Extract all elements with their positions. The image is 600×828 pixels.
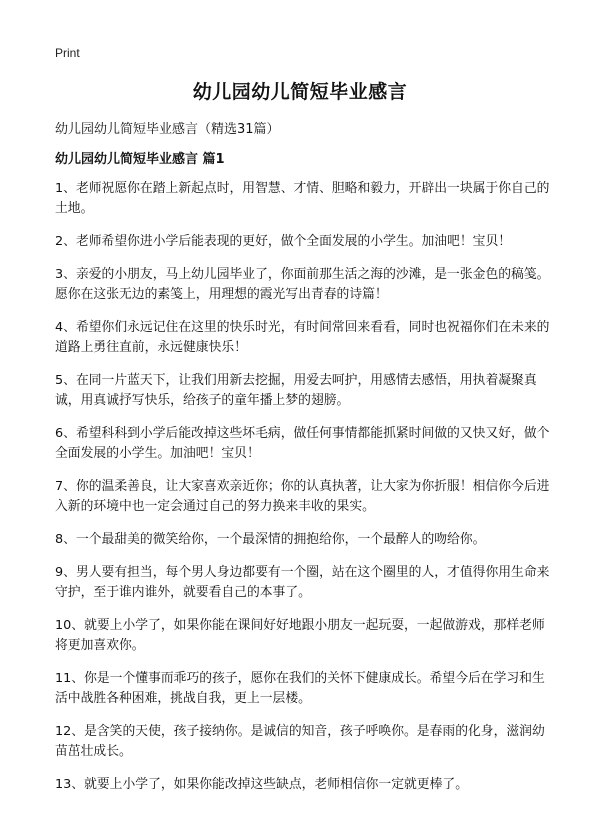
list-item: 1、老师祝愿你在踏上新起点时，用智慧、才情、胆略和毅力，开辟出一块属于你自己的 土地。 bbox=[55, 181, 550, 216]
print-link[interactable]: Print bbox=[55, 46, 80, 60]
list-item: 12、是含笑的天使，孩子接纳你。是诚信的知音，孩子呼唤你。是春雨的化身，滋润幼苗茁壮成长。 bbox=[55, 724, 545, 759]
list-item: 4、希望你们永远记住在这里的快乐时光，有时间常回来看看，同时也祝福你们在未来的道路上勇往直前，永远健康快乐！ bbox=[55, 320, 550, 355]
list-item: 10、就要上小学了，如果你能在课间好好地跟小朋友一起玩耍，一起做游戏，那样老师将更加喜欢你。 bbox=[55, 618, 545, 653]
section-heading: 幼儿园幼儿简短毕业感言 篇1 bbox=[55, 152, 225, 167]
list-item: 8、一个最甜美的微笑给你，一个最深情的拥抱给你，一个最醉人的吻给你。 bbox=[55, 532, 486, 547]
list-item: 6、希望科科到小学后能改掉这些坏毛病，做任何事情都能抓紧时间做的又快又好，做个全面发展的小学生。加油吧！宝贝！ bbox=[55, 426, 550, 461]
list-item: 5、在同一片蓝天下，让我们用新去挖掘，用爱去呵护，用感情去感悟，用执着凝聚真诚，用真诚抒写快乐，给孩子的童年播上梦的翅膀。 bbox=[55, 373, 537, 408]
list-item: 9、男人要有担当，每个男人身边都要有一个圈，站在这个圈里的人，才值得你用生命来守护，至于谁内谁外，就要看自己的本事了。 bbox=[55, 565, 550, 600]
list-item: 7、你的温柔善良，让大家喜欢亲近你；你的认真执著，让大家为你折服！相信你今后进入新的环境中也一定会通过自己的努力换来丰收的果实。 bbox=[55, 479, 550, 514]
subtitle: 幼儿园幼儿简短毕业感言（精选31篇） bbox=[55, 122, 280, 137]
message-list bbox=[55, 179, 550, 808]
list-item: 11、你是一个懂事而乖巧的孩子，愿你在我们的关怀下健康成长。希望今后在学习和生活中战胜各种困难，挑战自我，更上一层楼。 bbox=[55, 671, 545, 706]
page-title: 幼儿园幼儿简短毕业感言 bbox=[192, 81, 408, 103]
list-item: 13、就要上小学了，如果你能改掉这些缺点，老师相信你一定就更棒了。 bbox=[55, 777, 468, 792]
list-item: 3、亲爱的小朋友，马上幼儿园毕业了，你面前那生活之海的沙滩，是一张金色的稿笺。愿你在这张无边的素笺上，用理想的霞光写出青春的诗篇！ bbox=[55, 267, 550, 302]
list-item: 2、老师希望你进小学后能表现的更好，做个全面发展的小学生。加油吧！宝贝！ bbox=[55, 234, 512, 249]
